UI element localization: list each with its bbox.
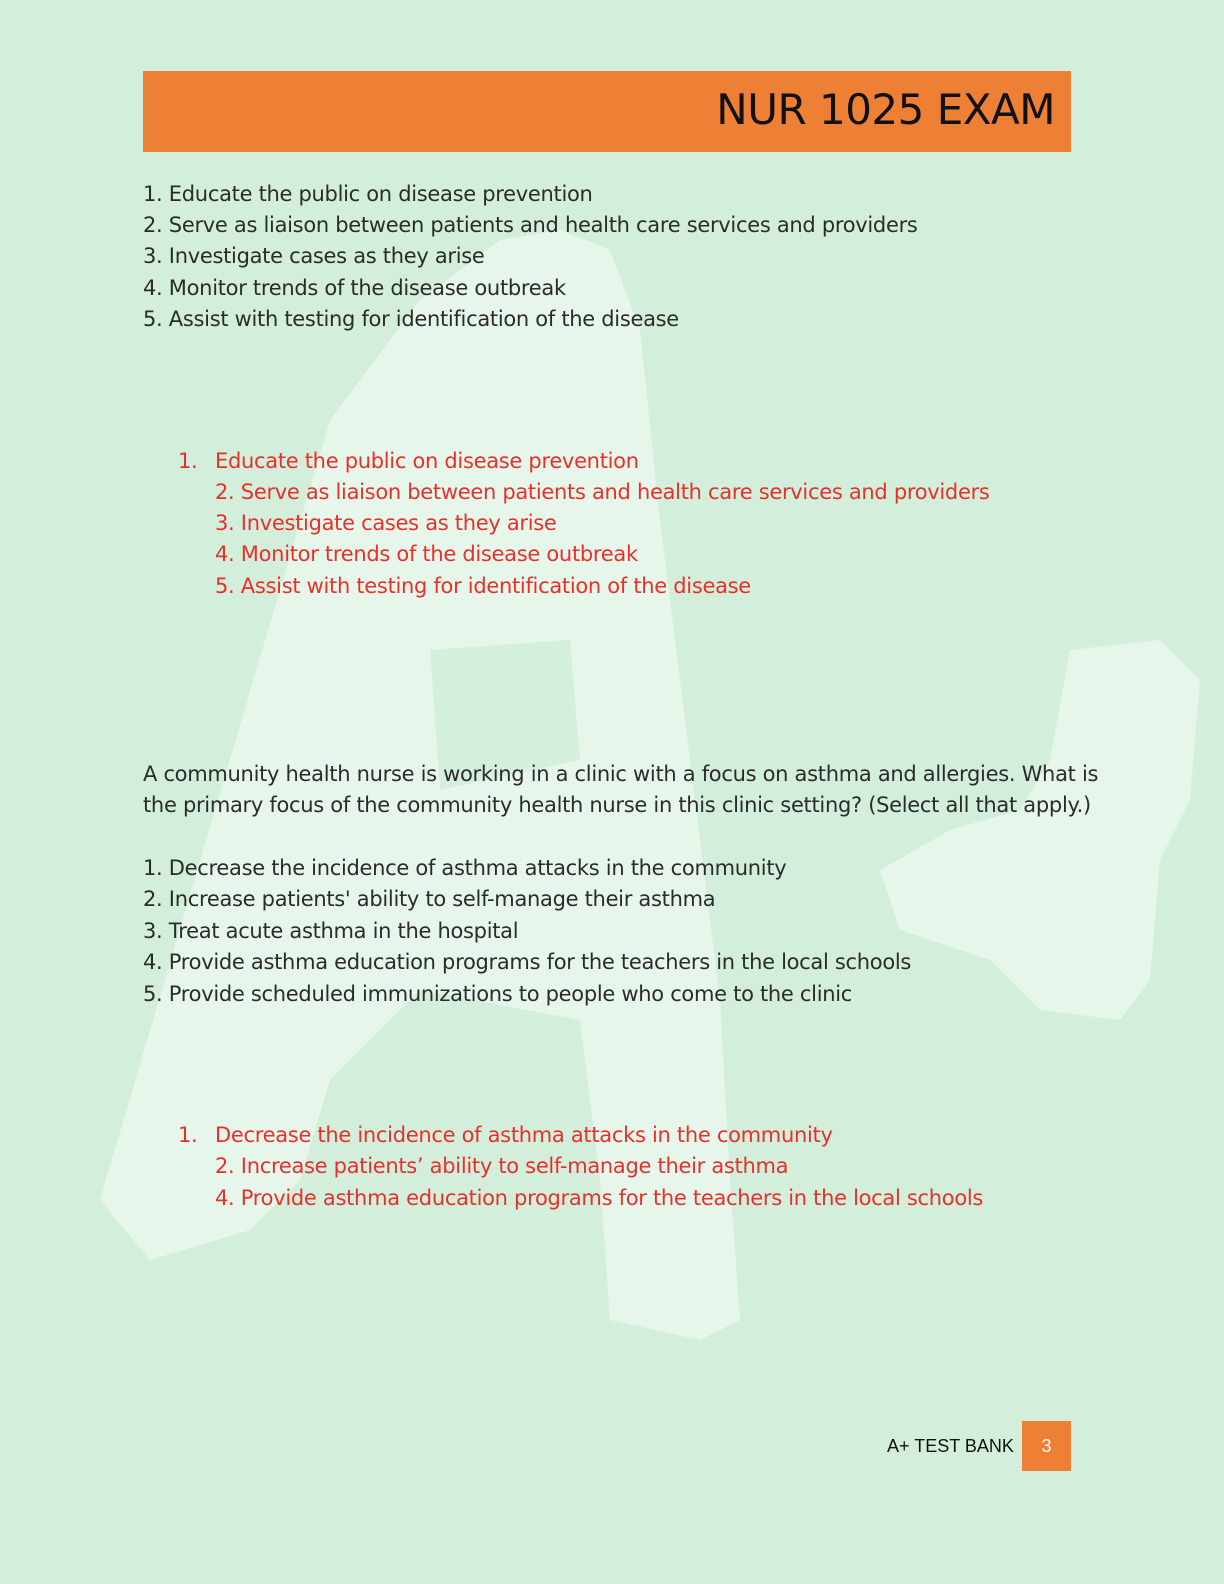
q1-option-2: 2. Serve as liaison between patients and health care services and providers — [143, 213, 918, 237]
page-number: 3 — [1022, 1421, 1071, 1471]
q2-stem-line-2: the primary focus of the community health nurse in this clinic setting? (Select all that apply.) — [143, 793, 1091, 817]
q1-answer-4: 4. Monitor trends of the disease outbreak — [215, 542, 638, 566]
q2-answer-number: 1. — [178, 1123, 198, 1147]
footer-label: A+ TEST BANK — [887, 1436, 1014, 1456]
q2-stem-line-1: A community health nurse is working in a clinic with a focus on asthma and allergies. What is — [143, 762, 1099, 786]
q1-option-1: 1. Educate the public on disease prevention — [143, 182, 593, 206]
q2-option-4: 4. Provide asthma education programs for the teachers in the local schools — [143, 950, 912, 974]
q1-option-3: 3. Investigate cases as they arise — [143, 244, 485, 268]
q2-option-5: 5. Provide scheduled immunizations to people who come to the clinic — [143, 982, 853, 1006]
q2-option-1: 1. Decrease the incidence of asthma attacks in the community — [143, 856, 787, 880]
q1-option-4: 4. Monitor trends of the disease outbreak — [143, 276, 566, 300]
q2-answer-4: 4. Provide asthma education programs for the teachers in the local schools — [215, 1186, 984, 1210]
q2-answer-1: Decrease the incidence of asthma attacks in the community — [215, 1123, 833, 1147]
header-band — [143, 71, 1071, 152]
q1-option-5: 5. Assist with testing for identification of the disease — [143, 307, 679, 331]
q2-option-2: 2. Increase patients' ability to self-manage their asthma — [143, 887, 716, 911]
q1-answer-5: 5. Assist with testing for identification of the disease — [215, 574, 751, 598]
q1-answer-2: 2. Serve as liaison between patients and health care services and providers — [215, 480, 990, 504]
q1-answer-3: 3. Investigate cases as they arise — [215, 511, 557, 535]
q1-answer-1: Educate the public on disease prevention — [215, 449, 639, 473]
page-title: NUR 1025 EXAM — [716, 85, 1055, 134]
q1-answer-number: 1. — [178, 449, 198, 473]
q2-answer-2: 2. Increase patients’ ability to self-manage their asthma — [215, 1154, 789, 1178]
q2-option-3: 3. Treat acute asthma in the hospital — [143, 919, 519, 943]
